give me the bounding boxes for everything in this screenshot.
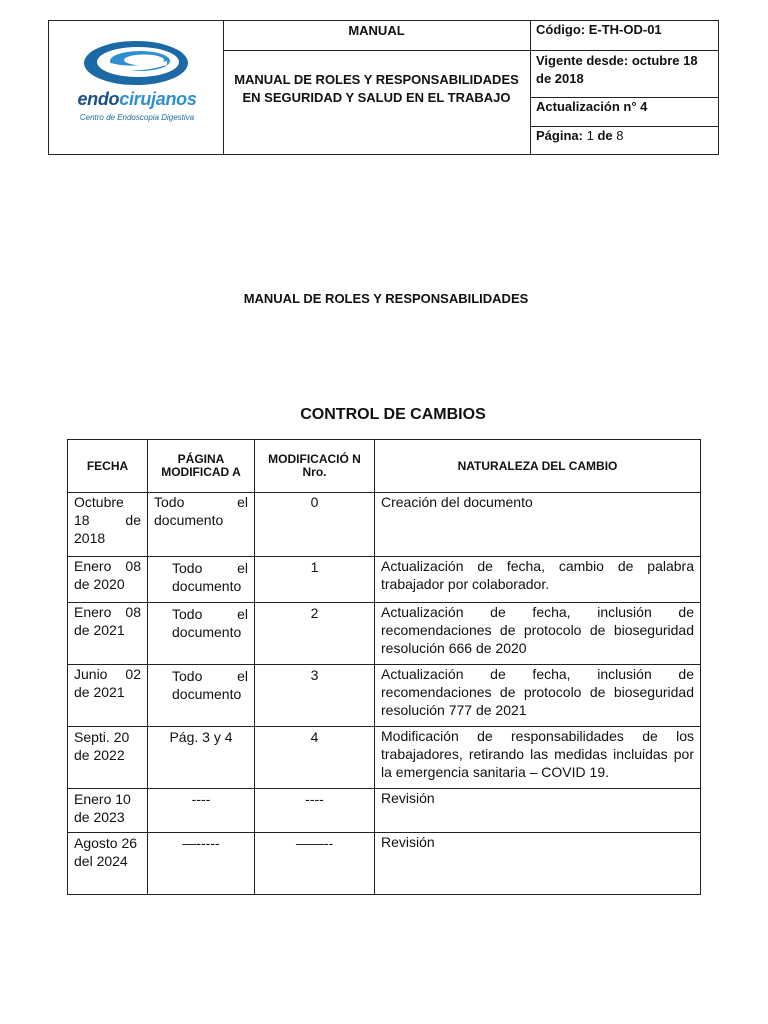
table-row bbox=[68, 789, 701, 833]
cell-modificacion: ——-- bbox=[255, 833, 375, 895]
cell-modificacion: 0 bbox=[255, 493, 375, 557]
cell-pagina: ---- bbox=[148, 789, 255, 833]
header-meta-cell bbox=[530, 21, 719, 154]
cell-naturaleza: Revisión bbox=[375, 789, 701, 833]
document-title: MANUAL DE ROLES Y RESPONSABILIDADES bbox=[243, 291, 529, 306]
cell-fecha: Junio 02 de 2021 bbox=[68, 665, 148, 727]
cell-fecha: Septi. 20 de 2022 bbox=[68, 727, 148, 789]
cell-naturaleza: Modificación de responsabilidades de los trabajadores, retirando las medidas incluidas por la emergencia sanitaria – COVID 19. bbox=[375, 727, 701, 789]
logo-word-part2: cirujanos bbox=[119, 89, 197, 109]
cell-fecha: Enero 08 de 2021 bbox=[68, 603, 148, 665]
column-header-modificacion: MODIFICACIÓ N Nro. bbox=[255, 440, 375, 493]
page-label: Página: bbox=[536, 128, 583, 143]
column-header-naturaleza: NATURALEZA DEL CAMBIO bbox=[375, 440, 701, 493]
logo-cell bbox=[49, 21, 224, 154]
table-row bbox=[68, 557, 701, 603]
page-total: 8 bbox=[616, 128, 624, 143]
cell-pagina: Todo el documento bbox=[148, 557, 255, 603]
table-row bbox=[68, 833, 701, 895]
cell-modificacion: 4 bbox=[255, 727, 375, 789]
update-number: Actualización n° 4 bbox=[530, 98, 719, 127]
table-header-row bbox=[68, 440, 701, 493]
cell-fecha: Enero 08 de 2020 bbox=[68, 557, 148, 603]
cell-pagina: Todo el documento bbox=[148, 665, 255, 727]
cell-modificacion: 1 bbox=[255, 557, 375, 603]
cell-modificacion: 2 bbox=[255, 603, 375, 665]
cell-naturaleza: Creación del documento bbox=[375, 493, 701, 557]
manual-title: MANUAL DE ROLES Y RESPONSABILIDADES EN SEGURIDAD Y SALUD EN EL TRABAJO bbox=[234, 72, 519, 105]
document-header bbox=[48, 20, 719, 155]
cell-naturaleza: Actualización de fecha, cambio de palabra trabajador por colaborador. bbox=[375, 557, 701, 603]
effective-date: Vigente desde: octubre 18 de 2018 bbox=[530, 51, 719, 98]
logo-wordmark bbox=[55, 89, 219, 110]
table-row bbox=[68, 665, 701, 727]
cell-naturaleza: Actualización de fecha, inclusión de recomendaciones de protocolo de bioseguridad resolución 666 de 2020 bbox=[375, 603, 701, 665]
cell-modificacion: 3 bbox=[255, 665, 375, 727]
column-header-fecha: FECHA bbox=[68, 440, 148, 493]
cell-modificacion: ---- bbox=[255, 789, 375, 833]
cell-pagina: —----- bbox=[148, 833, 255, 895]
change-control-table bbox=[67, 439, 701, 895]
logo-subtitle: Centro de Endoscopia Digestiva bbox=[79, 113, 195, 122]
cell-pagina: Todo el documento bbox=[148, 603, 255, 665]
logo-word-part1: endo bbox=[77, 89, 120, 109]
logo-mark-icon bbox=[81, 39, 191, 87]
change-control-title: CONTROL DE CAMBIOS bbox=[300, 406, 486, 423]
cell-fecha: Enero 10 de 2023 bbox=[68, 789, 148, 833]
page-indicator bbox=[530, 127, 719, 155]
page-number: 1 bbox=[586, 128, 594, 143]
table-row bbox=[68, 727, 701, 789]
document-code: Código: E-TH-OD-01 bbox=[530, 21, 719, 51]
cell-pagina: Todo el documento bbox=[148, 493, 255, 557]
header-title-cell bbox=[223, 21, 531, 154]
table-row bbox=[68, 493, 701, 557]
cell-naturaleza: Revisión bbox=[375, 833, 701, 895]
cell-pagina: Pág. 3 y 4 bbox=[148, 727, 255, 789]
cell-fecha: Octubre 18 de 2018 bbox=[68, 493, 148, 557]
company-logo bbox=[55, 39, 219, 129]
column-header-pagina: PÁGINA MODIFICAD A bbox=[148, 440, 255, 493]
cell-naturaleza: Actualización de fecha, inclusión de recomendaciones de protocolo de bioseguridad resolución 777 de 2021 bbox=[375, 665, 701, 727]
cell-fecha: Agosto 26 del 2024 bbox=[68, 833, 148, 895]
manual-label: MANUAL bbox=[223, 21, 530, 51]
page-of: de bbox=[597, 128, 613, 143]
table-row bbox=[68, 603, 701, 665]
